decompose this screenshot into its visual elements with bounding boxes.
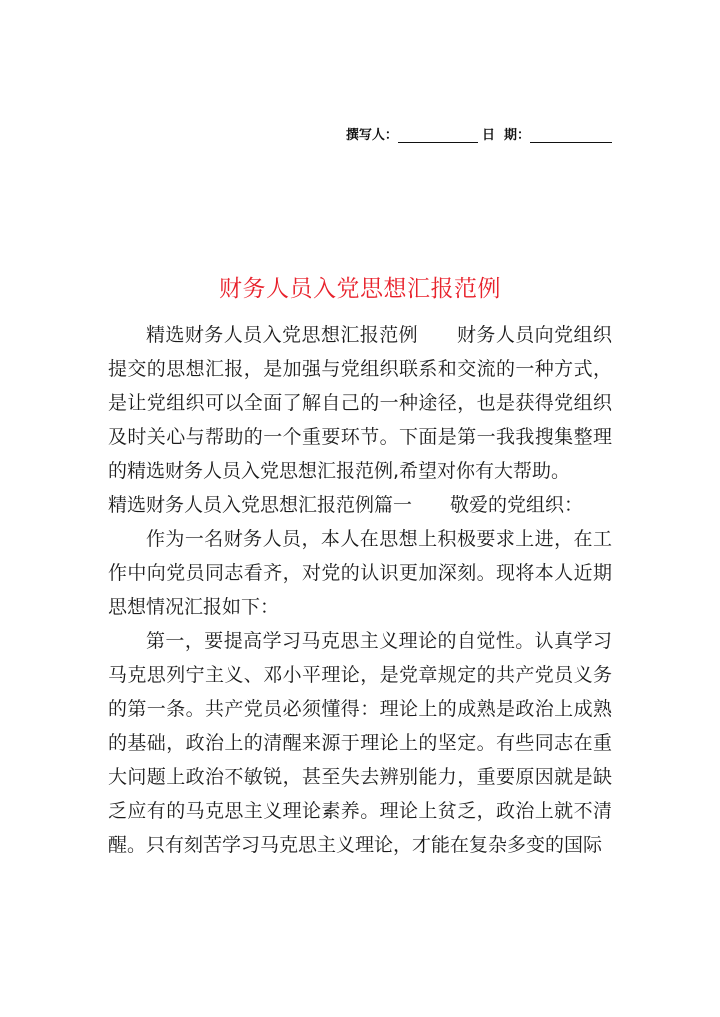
intro-paragraph: 精选财务人员入党思想汇报范例 财务人员向党组织提交的思想汇报，是加强与党组织联系和交流的一种方式，是让党组织可以全面了解自己的一种途径，也是获得党组织及时关心与帮助的一个重要环节。下面是第一我我搜集整理的精选财务人员入党思想汇报范例,希望对你有大帮助。 (108, 324, 612, 482)
author-label: 撰写人： (345, 128, 398, 143)
opening-paragraph: 作为一名财务人员，本人在思想上积极要求上进，在工作中向党员同志看齐，对党的认识更加深刻。现将本人近期思想情况汇报如下： (108, 528, 612, 618)
document-body (108, 318, 612, 862)
author-blank-line (398, 128, 478, 143)
date-label: 日 期： (481, 128, 530, 143)
date-blank-line (530, 128, 612, 143)
document-title: 财务人员入党思想汇报范例 (219, 276, 501, 302)
section-heading-paragraph: 精选财务人员入党思想汇报范例篇一 敬爱的党组织： (108, 494, 584, 516)
point-one-paragraph: 第一，要提高学习马克思主义理论的自觉性。认真学习马克思列宁主义、邓小平理论，是党章规定的共产党员义务的第一条。共产党员必须懂得：理论上的成熟是政治上成熟的基础，政治上的清醒来源于理论上的坚定。有些同志在重大问题上政治不敏锐，甚至失去辨别能力，重要原因就是缺乏应有的马克思主义理论素养。理论上贫乏，政治上就不清醒。只有刻苦学习马克思主义理论，才能在复杂多变的国际 (108, 630, 612, 856)
author-date-line (346, 124, 612, 143)
